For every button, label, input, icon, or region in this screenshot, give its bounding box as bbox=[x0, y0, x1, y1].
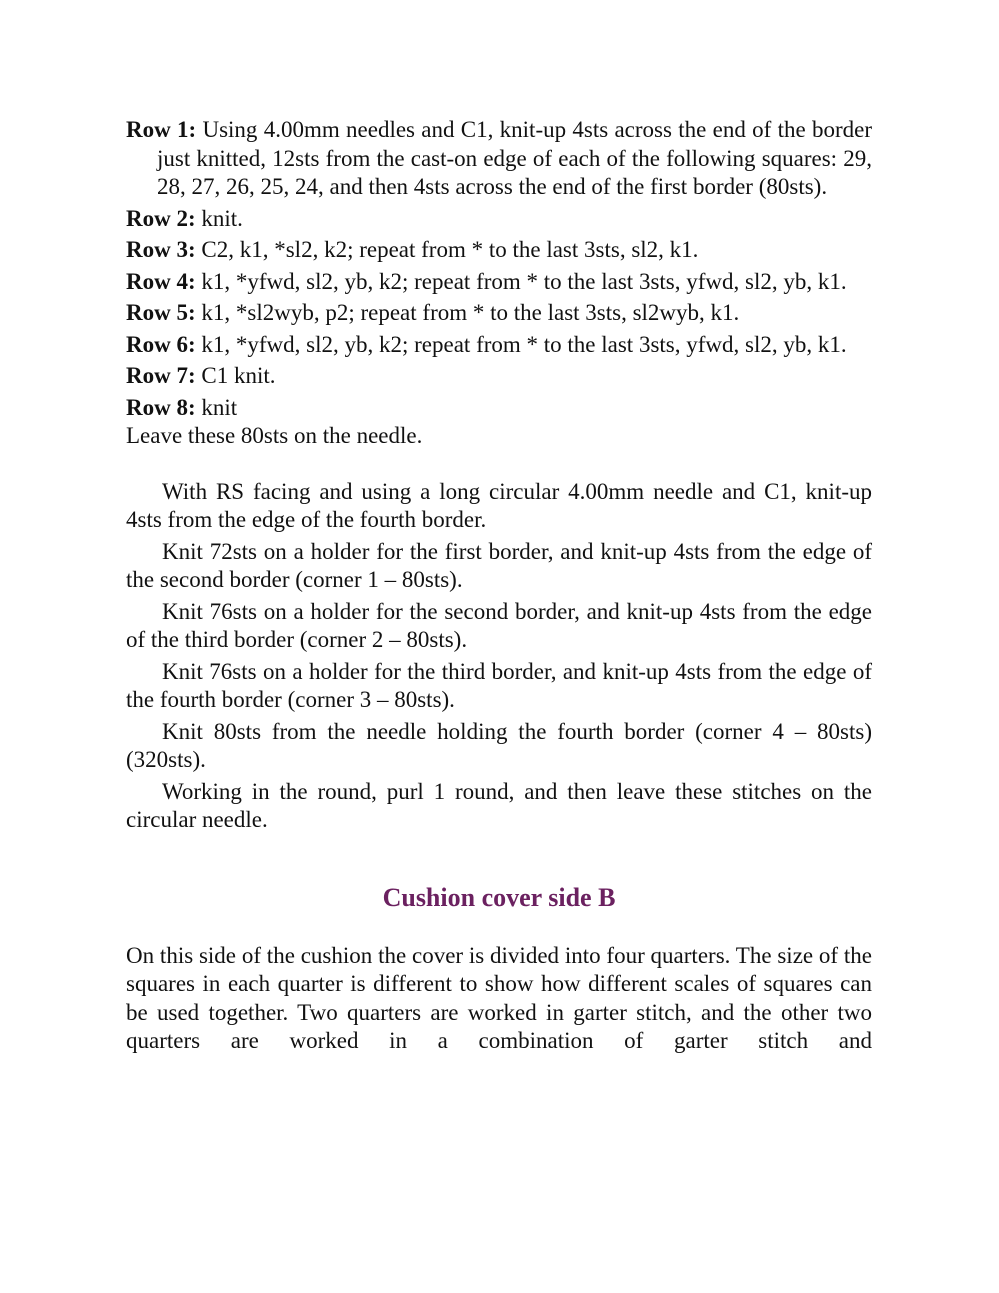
instruction-row-7 bbox=[126, 362, 872, 391]
instruction-paragraph: Knit 80sts from the needle holding the fourth border (corner 4 – 80sts) (320sts). bbox=[126, 718, 872, 772]
instruction-paragraph: Knit 76sts on a holder for the third border, and knit-up 4sts from the edge of the fourth border (corner 3 – 80sts). bbox=[126, 658, 872, 712]
row-label: Row 7: bbox=[126, 363, 196, 388]
instruction-paragraph: Knit 72sts on a holder for the first border, and knit-up 4sts from the edge of the second border (corner 1 – 80sts). bbox=[126, 538, 872, 592]
row-label: Row 2: bbox=[126, 205, 196, 231]
row-text: C2, k1, *sl2, k2; repeat from * to the last 3sts, sl2, k1. bbox=[195, 237, 699, 262]
instruction-row-1 bbox=[126, 116, 872, 202]
instruction-paragraph: Knit 76sts on a holder for the second border, and knit-up 4sts from the edge of the third border (corner 2 – 80sts). bbox=[126, 598, 872, 652]
row-label: Row 3: bbox=[126, 237, 196, 262]
row-label: Row 6: bbox=[126, 331, 196, 357]
section-body-paragraph: On this side of the cushion the cover is divided into four quarters. The size of the squares in each quarter is different to show how different scales of squares can be used together. Two quarters are worked in garter stitch, and the other two quarters are worked in a combination of garter stitch and bbox=[126, 942, 872, 1053]
row-text: knit. bbox=[195, 205, 243, 231]
row-label: Row 4: bbox=[126, 268, 196, 294]
instruction-row-2 bbox=[126, 205, 872, 234]
row-label: Row 8: bbox=[126, 394, 196, 420]
row-text: C1 knit. bbox=[195, 363, 276, 388]
instruction-paragraph: With RS facing and using a long circular 4.00mm needle and C1, knit-up 4sts from the edge of the fourth border. bbox=[126, 478, 872, 532]
row-label: Row 5: bbox=[126, 300, 196, 325]
row-label: Row 1: bbox=[126, 117, 197, 142]
instruction-row-6 bbox=[126, 331, 872, 360]
instruction-paragraph: Working in the round, purl 1 round, and then leave these stitches on the circular needle. bbox=[126, 778, 872, 832]
document-page bbox=[126, 116, 872, 1056]
row-text: k1, *sl2wyb, p2; repeat from * to the last 3sts, sl2wyb, k1. bbox=[195, 300, 740, 325]
row-text: Using 4.00mm needles and C1, knit-up 4sts across the end of the border just knitted, 12sts from the cast-on edge of each of the following squares: 29, 28, 27, 26, 25, 24, and then 4sts across the end of the first border (80sts). bbox=[157, 117, 872, 199]
row-text: knit bbox=[195, 394, 238, 420]
instruction-row-5 bbox=[126, 299, 872, 328]
row-text: k1, *yfwd, sl2, yb, k2; repeat from * to the last 3sts, yfwd, sl2, yb, k1. bbox=[195, 331, 847, 357]
instruction-row-4 bbox=[126, 268, 872, 297]
row-text: k1, *yfwd, sl2, yb, k2; repeat from * to the last 3sts, yfwd, sl2, yb, k1. bbox=[195, 268, 847, 294]
instruction-row-3 bbox=[126, 236, 872, 265]
instruction-row-8 bbox=[126, 394, 872, 423]
section-heading: Cushion cover side B bbox=[382, 882, 616, 912]
leave-note: Leave these 80sts on the needle. bbox=[126, 423, 423, 448]
paragraph-spacer bbox=[126, 451, 872, 478]
